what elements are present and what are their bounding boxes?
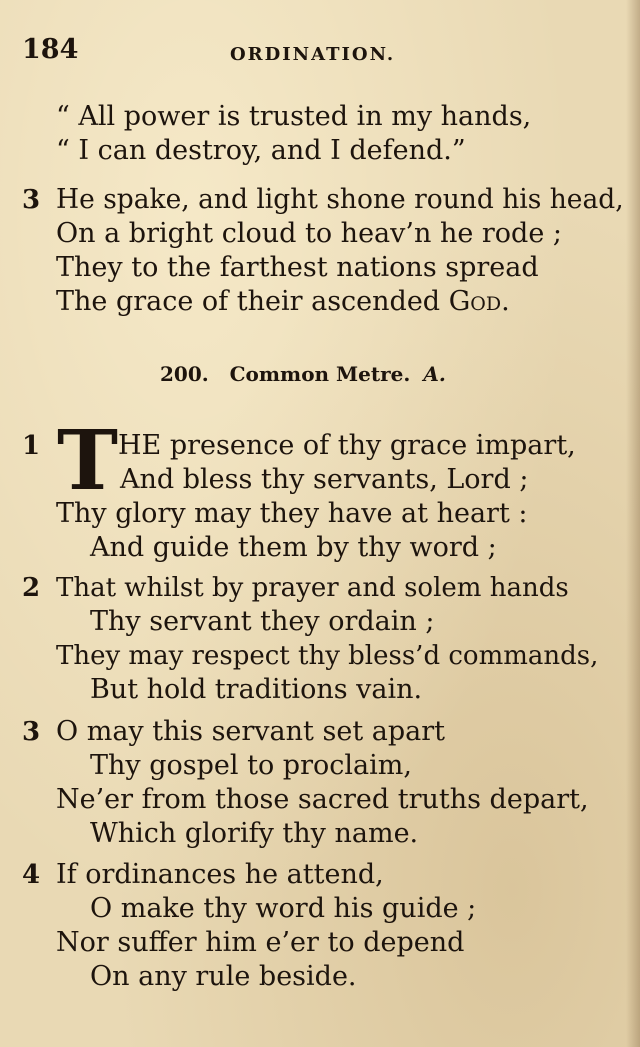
verse-line: On a bright cloud to heav’n he rode ; <box>56 218 562 249</box>
verse-number: 2 <box>22 573 41 603</box>
verse-line: O make thy word his guide ; <box>90 893 477 924</box>
verse-line-text: The grace of their ascended <box>56 286 449 317</box>
hymn-number: 200. <box>160 362 209 386</box>
verse-number: 1 <box>22 431 41 461</box>
verse-line: Ne’er from those sacred truths depart, <box>56 784 589 815</box>
verse-line: Which glorify thy name. <box>90 818 419 849</box>
hymn-metre: Common Metre. <box>229 362 411 386</box>
hymn-heading <box>160 362 446 386</box>
verse-line: If ordinances he attend, <box>56 859 384 890</box>
verse-line: “ All power is trusted in my hands, <box>56 101 532 132</box>
verse-number: 3 <box>22 185 41 215</box>
verse-number: 3 <box>22 717 41 747</box>
hymn-tune-letter: A. <box>423 362 446 386</box>
running-head: ORDINATION. <box>230 44 396 65</box>
page-edge-shadow <box>626 0 640 1047</box>
drop-cap: T <box>57 413 119 509</box>
verse-line: HE presence of thy grace impart, <box>118 430 576 461</box>
verse-line: They to the farthest nations spread <box>56 252 539 283</box>
page-number: 184 <box>22 34 79 65</box>
verse-number: 4 <box>22 860 41 890</box>
verse-line: On any rule beside. <box>90 961 357 992</box>
verse-line: Thy gospel to proclaim, <box>90 750 412 781</box>
verse-line: Nor suffer him e’er to depend <box>56 927 465 958</box>
verse-line: Thy servant they ordain ; <box>90 606 435 637</box>
verse-line: And bless thy servants, Lord ; <box>120 464 529 495</box>
verse-line: They may respect thy bless’d commands, <box>56 641 599 671</box>
page-header <box>20 34 610 74</box>
verse-line: O may this servant set apart <box>56 716 445 747</box>
verse-line: And guide them by thy word ; <box>90 532 497 563</box>
verse-line: He spake, and light shone round his head, <box>56 184 624 215</box>
verse-line: Thy glory may they have at heart : <box>56 498 528 529</box>
verse-line: That whilst by prayer and solem hands <box>56 573 569 603</box>
verse-line: But hold traditions vain. <box>90 674 423 705</box>
verse-line: “ I can destroy, and I defend.” <box>56 135 466 166</box>
small-caps-word: God. <box>448 286 510 317</box>
verse-line <box>56 285 510 319</box>
